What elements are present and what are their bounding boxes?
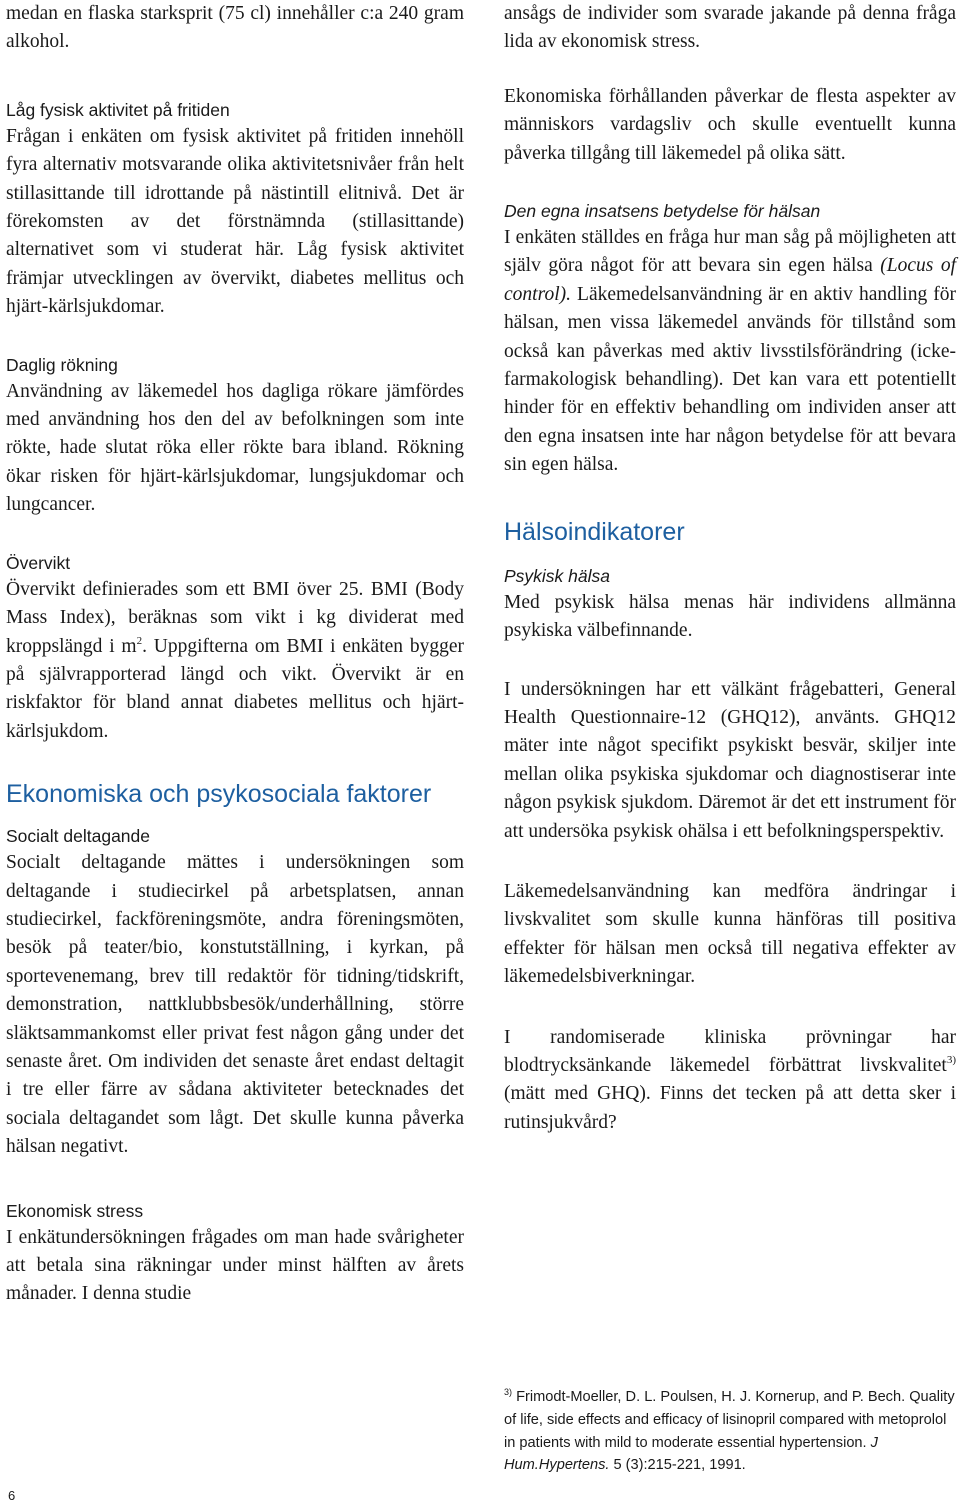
right-column [504, 0, 956, 1137]
footnote-journal: J Hum.Hypertens. [504, 1434, 878, 1474]
economic-conditions-paragraph: Ekonomiska förhållanden påverkar de flesta aspekter av människors vardagsliv och skulle eventuellt kunna påverka tillgång till läkemedel på olika sätt. [504, 85, 956, 164]
section-heading-physical-activity: Låg fysisk aktivitet på fritiden [6, 99, 230, 120]
section-heading-locus-of-control: Den egna insatsens betydelse för hälsan [504, 201, 821, 222]
section-heading-mental-health: Psykisk hälsa [504, 565, 611, 586]
chapter-heading-economic-psychosocial: Ekonomiska och psykosociala faktorer [6, 780, 432, 809]
physical-activity-paragraph: Frågan i enkäten om fysisk aktivitet på fritiden innehöll fyra alternativ motsvarande olika aktivitetsnivåer från helt stillasittande till idrottande på nästintill elitnivå. Det är förekomsten av det förstnämnda (stillasittande) alternativet som vi studerat här. Låg fysisk aktivitet främjar utvecklingen av övervikt, diabetes mellitus och hjärt-kärlsjukdomar. [6, 125, 464, 318]
intro-paragraph: medan en flaska starksprit (75 cl) innehåller c:a 240 gram alkohol. [6, 3, 464, 53]
smoking-paragraph: Användning av läkemedel hos dagliga rökare jämfördes med användning hos den del av befolkningen som inte rökte, hade slutat röka eller rökte bara ibland. Rökning ökar risken för hjärt-kärlsjukdomar, lungsjukdomar och lungcancer. [6, 380, 464, 516]
ghq12-paragraph: I undersökningen har ett välkänt frågebatteri, General Health Questionnaire-12 (GHQ12), använts. GHQ12 mäter inte något specifikt psykiskt besvär, skiljer inte mellan olika psykiska sjukdomar och diagnostiserar inte någon psykisk sjukdom. Däremot är det ett instrument för att undersöka psykisk ohälsa i ett befolkningsperspektiv. [504, 678, 956, 842]
economic-stress-continued-paragraph: ansågs de individer som svarade jakande på denna fråga lida av ekonomisk stress. [504, 3, 956, 53]
page-number: 6 [8, 1488, 16, 1503]
section-heading-overweight: Övervikt [6, 552, 71, 573]
clinical-trials-paragraph: I randomiserade kliniska prövningar har blodtrycksänkande läkemedel förbättrat livskvalitet$^{3)}$ (mätt med GHQ). Finns det tecken på att detta sker i rutinsjukvård? [504, 1026, 956, 1133]
section-heading-smoking: Daglig rökning [6, 354, 118, 375]
section-heading-economic-stress: Ekonomisk stress [6, 1200, 144, 1221]
mental-health-paragraph: Med psykisk hälsa menas här individens allmänna psykiska välbefinnande. [504, 591, 956, 642]
section-heading-social-participation: Socialt deltagande [6, 826, 150, 847]
locus-of-control-paragraph: I enkäten ställdes en fråga hur man såg på möjligheten att själv göra något för att bevara sin egen hälsa (Locus of control). Läkemedelsanvändning är en aktiv handling för hälsan, men vissa läkemedel används för tillstånd som också kan påverkas med aktiv livsstilsförändring (icke-farmakologisk behandling). Det kan vara ett potentiellt hinder för en effektiv behandling om individen anser att den egna insatsen inte har någon betydelse för att bevara sin egen hälsa. [504, 227, 956, 476]
side-effects-paragraph: Läkemedelsanvändning kan medföra ändringar i livskvalitet som skulle kunna hänföras till positiva effekter för hälsan men också till negativa effekter av läkemedelsbiverkningar. [504, 880, 956, 988]
footnote-marker: 3) [504, 1387, 513, 1397]
footnote: $^{3)}$ Frimodt-Moeller, D. L. Poulsen, H. J. Kornerup, and P. Bech. Quality of life, side effects and efficacy of lisinopril compared with metoprolol in patients with mild to moderate essential hypertension. J Hum.Hypertens. 5 (3):215-221, 1991. [504, 1387, 955, 1474]
overweight-paragraph: Övervikt definierades som ett BMI över 25. BMI (Body Mass Index), beräknas som vikt i kg dividerat med kroppslängd i $m^2$. Uppgifterna om BMI i enkäten bygger på självrapporterad längd och vikt. Övervikt är en riskfaktor för bland annat diabetes mellitus och hjärt-kärlsjukdom. [6, 578, 464, 742]
chapter-heading-health-indicators: Hälsoindikatorer [504, 517, 685, 546]
social-participation-paragraph: Socialt deltagande mättes i undersökningen som deltagande i studiecirkel på arbetsplatsen, annan studiecirkel, fackföreningsmöte, andra föreningsmöten, besök på teater/bio, konstutställning, i kyrkan, på sportevenemang, brev till redaktör för tidning/tidskrift, demonstration, nattklubbsbesök/underhållning, större släktsammankomst eller privat fest någon gång under det senaste året. Om individen det senaste året endast deltagit i tre eller färre av sådana aktiviteter betecknades det sociala deltagandet som lågt. Det skulle kunna påverka hälsan negativt. [6, 852, 464, 1158]
left-column [6, 0, 464, 1309]
economic-stress-paragraph: I enkätundersökningen frågades om man hade svårigheter att betala sina räkningar under minst hälften av årets månader. I denna studie [6, 1226, 464, 1305]
